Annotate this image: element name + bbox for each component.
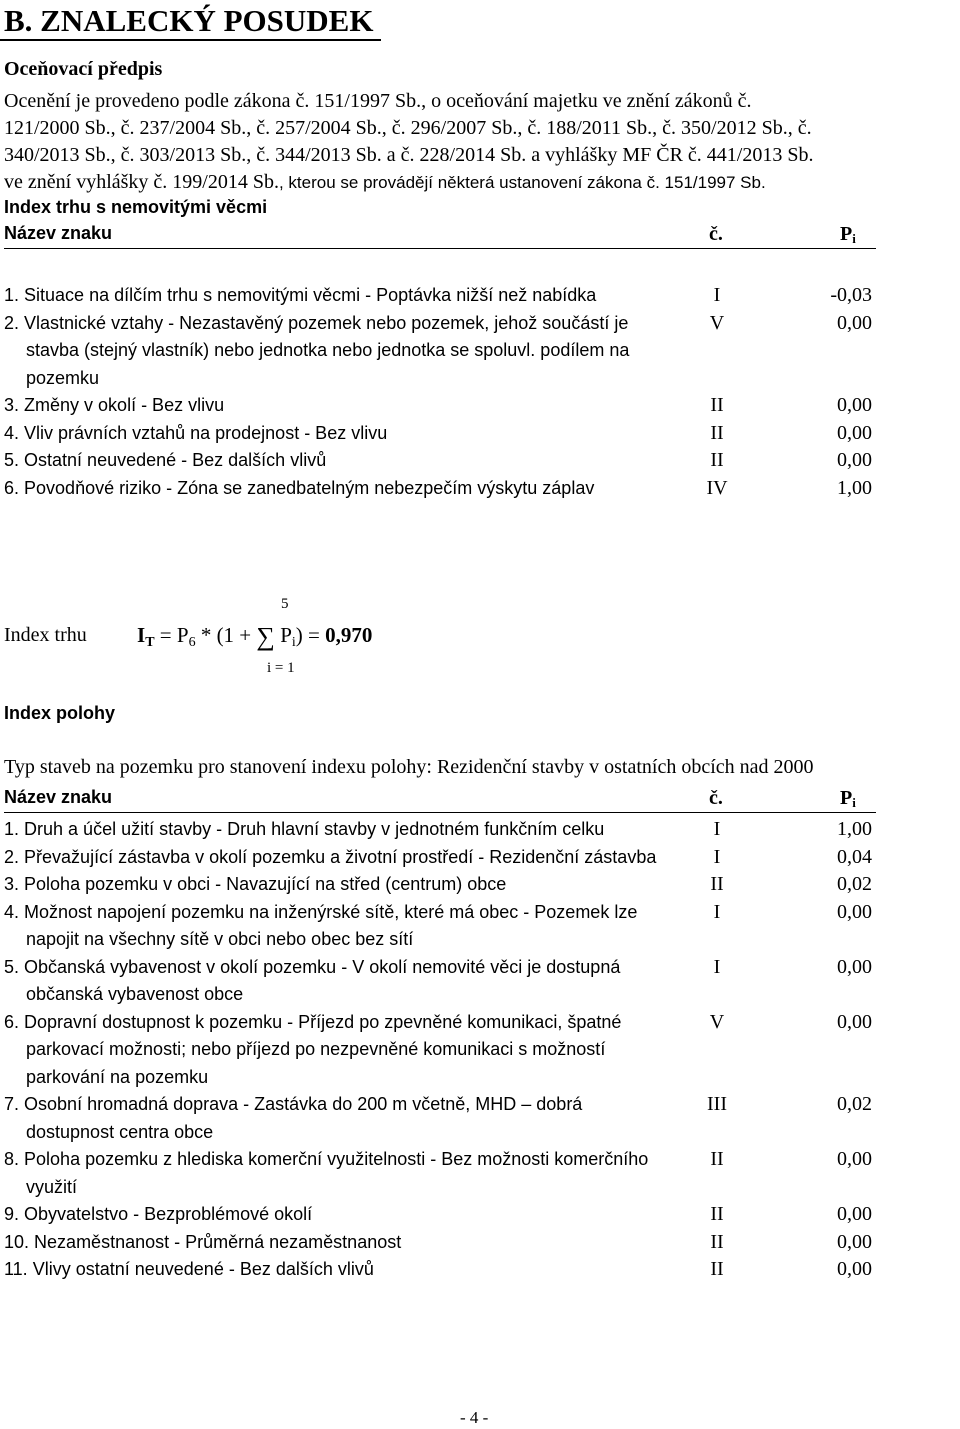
row-text: Ostatní neuvedené - Bez dalších vlivů [24,450,327,470]
row-text: Převažující zástavba v okolí pozemku a životní prostředí - Rezidenční zástavba [24,846,657,867]
row-text: Nezaměstnanost - Průměrná nezaměstnanost [34,1231,402,1252]
intro-line-1: Ocenění je provedeno podle zákona č. 151/1997 Sb., o oceňování majetku ve znění zákonů č. [4,90,752,112]
row-number: 6. [4,1011,20,1032]
row-number: 9. [4,1204,20,1224]
column-header-name: Název znaku [4,787,113,807]
sum-upper-limit: 5 [281,596,289,612]
row-label [4,392,664,420]
row-label [4,871,664,899]
document-title: B. ZNALECKÝ POSUDEK [4,3,374,38]
row-label [4,447,664,475]
row-text: Osobní hromadná doprava - Zastávka do 200 m včetně, MHD – dobrá dostupnost centra obce [24,1094,583,1142]
row-roman-class: II [710,1258,724,1280]
row-number: 6. [4,477,20,498]
row-value: 1,00 [837,818,872,840]
market-index-formula: $I_T = P_6 * (1$ + ∑ $P_i) = 0,970$ [137,622,373,651]
row-label [4,1201,664,1229]
row-text: Vlastnické vztahy - Nezastavěný pozemek nebo pozemek, jehož součástí je stavba (stejný vlastník) nebo jednotka nebo jednotka se spoluvl. podílem na pozemku [24,312,630,388]
row-roman-class: III [707,1093,727,1115]
row-text: Poloha pozemku v obci - Navazující na střed (centrum) obce [24,874,507,894]
valuation-regulation-text [4,88,954,196]
row-number: 10. [4,1231,30,1252]
row-value: 0,00 [837,1258,872,1280]
row-roman-class: I [713,818,721,840]
row-text: Vliv právních vztahů na prodejnost - Bez vlivu [24,422,388,443]
table-row [4,420,876,448]
row-number: 2. [4,846,20,867]
row-number: 11. [4,1259,28,1279]
row-value: 0,00 [837,421,872,444]
row-label [4,420,664,448]
row-label [4,282,664,310]
header-rule [4,248,876,249]
building-type-line: Typ staveb na pozemku pro stanovení indexu polohy: Rezidenční stavby v ostatních obcích nad 2000 [4,756,814,778]
sum-lower-limit: i = 1 [267,660,295,676]
market-index-label: Index trhu [4,624,87,646]
row-text: Dopravní dostupnost k pozemku - Příjezd po zpevněné komunikaci, špatné parkovací možnosti; nebo příjezd po nezpevněné komunikaci s možností parkování na pozemku [24,1011,622,1087]
row-text: Vlivy ostatní neuvedené - Bez dalších vlivů [32,1259,374,1279]
location-index-table [4,816,876,1284]
row-number: 3. [4,395,20,415]
column-header-name: Název znaku [4,223,113,243]
market-index-heading: Index trhu s nemovitými věcmi [4,197,268,217]
row-roman-class: II [710,873,724,895]
table-row [4,310,876,393]
row-number: 1. [4,285,20,305]
column-header-number: č. [709,787,723,809]
row-value: 0,00 [837,449,872,471]
row-roman-class: II [710,1230,724,1253]
row-value: 0,00 [837,900,872,923]
row-value: 0,02 [837,1093,872,1115]
row-roman-class: I [713,845,721,868]
table-row [4,1256,876,1284]
row-value: -0,03 [830,284,872,306]
row-roman-class: V [709,311,725,334]
row-roman-class: I [713,900,721,923]
row-value: 0,00 [837,1230,872,1253]
page-number: - 4 - [460,1408,489,1427]
table-row [4,282,876,310]
row-roman-class: II [710,1148,724,1170]
row-text: Změny v okolí - Bez vlivu [24,395,225,415]
row-label [4,1146,664,1201]
intro-line-3: 340/2013 Sb., č. 303/2013 Sb., č. 344/2013 Sb. a č. 228/2014 Sb. a vyhlášky MF ČR č. 441/2013 Sb. [4,144,814,166]
intro-line-4-b: , kterou se provádějí některá ustanovení zákona č. 151/1997 Sb. [278,173,766,192]
row-label [4,1229,664,1257]
row-value: 0,04 [837,845,872,868]
row-value: 0,00 [837,1010,872,1033]
row-text: Možnost napojení pozemku na inženýrské sítě, které má obec - Pozemek lze napojit na všechny sítě v obci nebo obec bez sítí [24,901,638,949]
market-index-table [4,282,876,502]
intro-line-4-a: ve znění vyhlášky č. 199/2014 Sb. [4,171,279,193]
column-header-p: $P_i$ [840,787,856,810]
row-roman-class: II [710,394,724,416]
row-number: 1. [4,819,20,839]
table-row [4,1201,876,1229]
valuation-regulation-heading: Oceňovací předpis [4,58,163,80]
table-row [4,844,876,872]
row-roman-class: II [710,421,724,444]
row-number: 3. [4,874,20,894]
header-rule [4,812,876,813]
row-roman-class: II [710,449,724,471]
table-row [4,1146,876,1201]
row-number: 8. [4,1149,20,1169]
row-number: 2. [4,312,20,333]
table-row [4,816,876,844]
table-row [4,447,876,475]
table-row [4,899,876,954]
row-roman-class: IV [706,476,728,499]
row-label [4,310,664,393]
row-label [4,954,664,1009]
intro-line-4 [4,169,954,196]
title-underline [0,39,381,41]
location-index-heading: Index polohy [4,703,116,723]
row-value: 0,02 [837,873,872,895]
row-value: 0,00 [837,1203,872,1225]
row-label [4,899,664,954]
row-roman-class: I [713,955,721,978]
location-index-table-header [4,787,876,813]
sigma-symbol: ∑ [256,622,275,651]
table-row [4,871,876,899]
row-number: 7. [4,1094,20,1114]
table-row [4,1091,876,1146]
row-value: 0,00 [837,955,872,978]
row-text: Situace na dílčím trhu s nemovitými věcmi - Poptávka nižší než nabídka [24,285,597,305]
row-label [4,1009,664,1092]
row-value: 0,00 [837,394,872,416]
row-number: 4. [4,422,20,443]
intro-line-2: 121/2000 Sb., č. 237/2004 Sb., č. 257/2004 Sb., č. 296/2007 Sb., č. 188/2011 Sb., č. 350/2012 Sb., č. [4,117,812,139]
row-number: 5. [4,956,20,977]
table-row [4,1229,876,1257]
market-index-result: 0,970 [325,623,373,647]
table-row [4,954,876,1009]
row-value: 0,00 [837,311,872,334]
row-text: Poloha pozemku z hlediska komerční využitelnosti - Bez možnosti komerčního využití [24,1149,649,1197]
row-roman-class: V [709,1010,725,1033]
column-header-p: $P_i$ [840,223,856,246]
row-value: 1,00 [837,476,872,499]
table-row [4,1009,876,1092]
table-row [4,475,876,503]
row-text: Obyvatelstvo - Bezproblémové okolí [24,1204,313,1224]
market-index-table-header [4,223,876,249]
row-text: Druh a účel užití stavby - Druh hlavní stavby v jednotném funkčním celku [24,819,605,839]
row-label [4,816,664,844]
row-label [4,844,664,872]
row-label [4,475,664,503]
column-header-number: č. [709,223,723,245]
row-text: Občanská vybavenost v okolí pozemku - V okolí nemovité věci je dostupná občanská vybavenost obce [24,956,621,1004]
row-text: Povodňové riziko - Zóna se zanedbatelným nebezpečím výskytu záplav [24,477,595,498]
row-roman-class: II [710,1203,724,1225]
row-number: 4. [4,901,20,922]
row-label [4,1091,664,1146]
row-value: 0,00 [837,1148,872,1170]
row-label [4,1256,664,1284]
row-roman-class: I [713,284,721,306]
table-row [4,392,876,420]
row-number: 5. [4,450,20,470]
